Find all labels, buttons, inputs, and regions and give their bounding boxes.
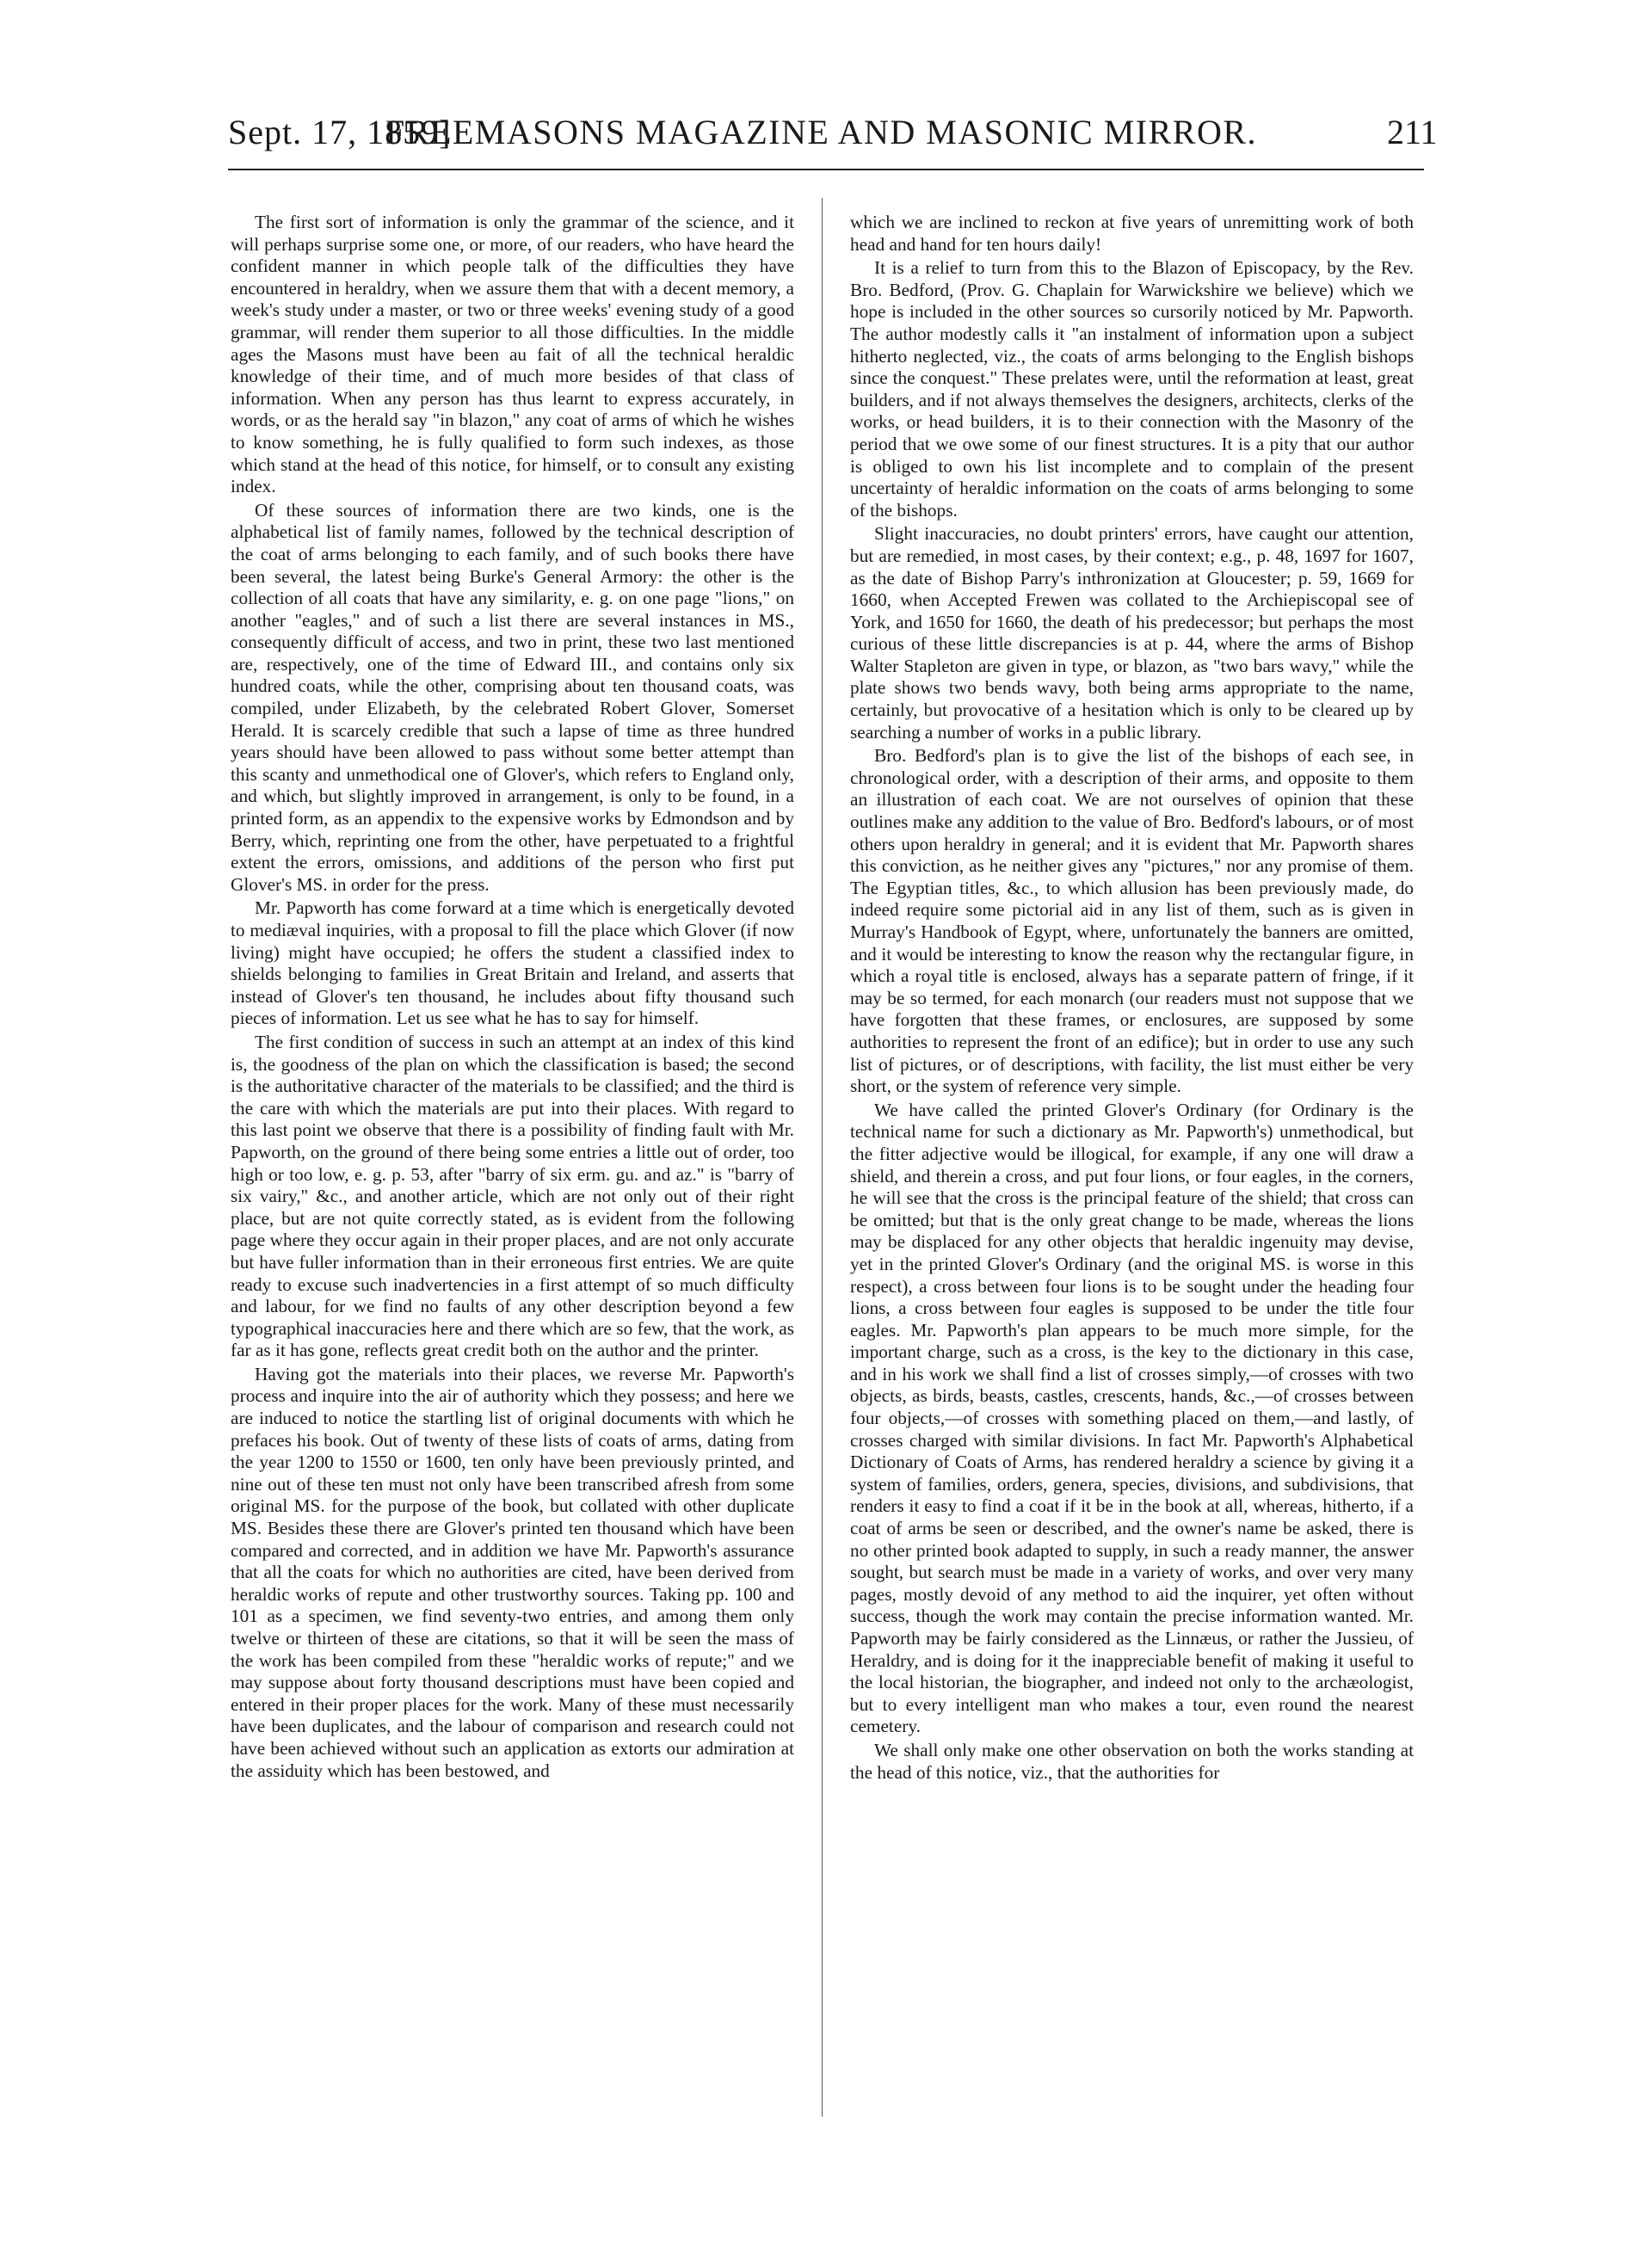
paragraph: It is a relief to turn from this to the Blazon of Episcopacy, by the Rev. Bro. Bedford, (Prov. G. Chaplain for Warwickshire we believe) which we hope is included in the other sources so cursorily noticed by Mr. Papworth. The author modestly calls it "an instalment of information upon a subject hitherto neglected, viz., the coats of arms belonging to the English bishops since the conquest." These prelates were, until the reformation at least, great builders, and if not always themselves the designers, architects, clerks of the works, or head builders, it is to their connection with the Masonry of the period that we owe some of our finest structures. It is a pity that our author is obliged to own his list incomplete and to complain of the present uncertainty of heraldic information on the coats of arms belonging to some of the bishops. <box>850 257 1414 521</box>
left-column <box>231 212 794 2122</box>
issue-date: Sept. 17, 1859] <box>228 113 452 151</box>
paragraph: Bro. Bedford's plan is to give the list of the bishops of each see, in chronological order, with a description of their arms, and opposite to them an illustration of each coat. We are not ourselves of opinion that these outlines make any addition to the value of Bro. Bedford's labours, or of most others upon heraldry in general; and it is evident that Mr. Papworth shares this conviction, as he neither gives any "pictures," nor any promise of them. The Egyptian titles, &c., to which allusion has been previously made, do indeed require some pictorial aid in any list of them, such as is given in Murray's Handbook of Egypt, where, unfortunately the banners are omitted, and it would be interesting to know the reason why the rectangular figure, in which a royal title is enclosed, always has a separate pattern of fringe, if it may be so termed, for each monarch (our readers must not suppose that we have forgotten that these frames, or enclosures, are supposed by some authorities to represent the front of an edifice); but in order to use any such list of pictures, or of descriptions, with facility, the list must either be very short, or the system of reference very simple. <box>850 745 1414 1097</box>
paragraph: We shall only make one other observation on both the works standing at the head of this notice, viz., that the authorities for <box>850 1739 1414 1783</box>
right-column <box>850 212 1414 2122</box>
header-rule <box>228 169 1424 170</box>
paragraph: The first sort of information is only the grammar of the science, and it will perhaps surprise some one, or more, of our readers, who have heard the confident manner in which people talk of the difficulties they have encountered in heraldry, when we assure them that with a decent memory, a week's study under a master, or two or three weeks' evening study of a good grammar, will render them superior to all those difficulties. In the middle ages the Masons must have been au fait of all the technical heraldic knowledge of their time, and of much more besides of that class of information. When any person has thus learnt to express accurately, in words, or as the herald say "in blazon," any coat of arms of which he wishes to know something, he is fully qualified to form such indexes, as those which stand at the head of this notice, for himself, or to consult any existing index. <box>231 212 794 497</box>
paragraph: Having got the materials into their places, we reverse Mr. Papworth's process and inquire into the air of authority which they possess; and here we are induced to notice the startling list of original documents with which he prefaces his book. Out of twenty of these lists of coats of arms, dating from the year 1200 to 1550 or 1600, ten only have been previously printed, and nine out of these ten must not only have been transcribed afresh from some original MS. for the purpose of the book, but collated with other duplicate MS. Besides these there are Glover's printed ten thousand which have been compared and corrected, and in addition we have Mr. Papworth's assurance that all the coats for which no authorities are cited, have been derived from heraldic works of repute and other trustworthy sources. Taking pp. 100 and 101 as a specimen, we find seventy-two entries, and among them only twelve or thirteen of these are citations, so that it will be seen the mass of the work has been compiled from these "heraldic works of repute;" and we may suppose about forty thousand descriptions must have been copied and entered in their proper places for the work. Many of these must necessarily have been duplicates, and the labour of comparison and research could not have been achieved without such an application as extorts our admiration at the assiduity which has been bestowed, and <box>231 1363 794 1781</box>
paragraph: We have called the printed Glover's Ordinary (for Ordinary is the technical name for such a dictionary as Mr. Papworth's) unmethodical, but the fitter adjective would be illogical, for example, if any one will draw a shield, and therein a cross, and put four lions, or four eagles, in the corners, he will see that the cross is the principal feature of the shield; that cross can be omitted; but that is the only great change to be made, whereas the lions may be displaced for any other objects that heraldic ingenuity may devise, yet in the printed Glover's Ordinary (and the original MS. is worse in this respect), a cross between four lions is to be sought under the heading four lions, a cross between four eagles is supposed to be under the title four eagles. Mr. Papworth's plan appears to be much more simple, for the important charge, such as a cross, is the key to the dictionary in this case, and in his work we shall find a list of crosses simply,—of crosses with two objects, as birds, beasts, castles, crescents, hands, &c.,—of crosses between four objects,—of crosses with something placed on them,—and lastly, of crosses charged with similar divisions. In fact Mr. Papworth's Alphabetical Dictionary of Coats of Arms, has rendered heraldry a science by giving it a system of families, orders, genera, species, divisions, and subdivisions, that renders it easy to find a coat if it be in the book at all, whereas, hitherto, if a coat of arms be seen or described, and the owner's name be asked, there is no other printed book adapted to supply, in such a ready manner, the answer sought, but search must be made in a variety of works, and over very many pages, mostly devoid of any method to aid the inquirer, yet often without success, though the work may contain the precise information wanted. Mr. Papworth may be fairly considered as the Linnæus, or rather the Jussieu, of Heraldry, and is doing for it the inappreciable benefit of making it useful to the local historian, the biographer, and indeed not only to the archæologist, but to every intelligent man who makes a tour, even round the nearest cemetery. <box>850 1099 1414 1737</box>
page-number: 211 <box>1387 113 1438 151</box>
paragraph-continued: which we are inclined to reckon at five years of unremitting work of both head and hand for ten hours daily! <box>850 212 1414 255</box>
paragraph: The first condition of success in such an attempt at an index of this kind is, the goodness of the plan on which the classification is based; the second is the authoritative character of the materials to be classified; and the third is the care with which the materials are put into their places. With regard to this last point we observe that there is a possibility of finding fault with Mr. Papworth, on the ground of there being some entries a little out of order, too high or too low, e. g. p. 53, after "barry of six erm. gu. and az." is "barry of six vairy," &c., and another article, which are not only out of their right place, but are not quite correctly stated, as is evident from the following page where they occur again in their proper places, and are not only accurate but have fuller information than in their erroneous first entries. We are quite ready to excuse such inadvertencies in a first attempt of so much difficulty and labour, for we find no faults of any other description beyond a few typographical inaccuracies here and there which are so few, that the work, as far as it has gone, reflects great credit both on the author and the printer. <box>231 1031 794 1361</box>
paragraph: Mr. Papworth has come forward at a time which is energetically devoted to mediæval inquiries, with a proposal to fill the place which Glover (if now living) might have occupied; he offers the student a classified index to shields belonging to families in Great Britain and Ireland, and asserts that instead of Glover's ten thousand, he includes about fifty thousand such pieces of information. Let us see what he has to say for himself. <box>231 897 794 1029</box>
paragraph: Slight inaccuracies, no doubt printers' errors, have caught our attention, but are remedied, in most cases, by their context; e.g., p. 48, 1697 for 1607, as the date of Bishop Parry's inthronization at Gloucester; p. 59, 1669 for 1660, when Accepted Frewen was collated to the Archiepiscopal see of York, and 1650 for 1660, the death of his predecessor; but perhaps the most curious of these little discrepancies is at p. 44, where the arms of Bishop Walter Stapleton are given in type, or blazon, as "two bars wavy," while the plate shows two bends wavy, both being arms appropriate to the name, certainly, but provocative of a hesitation which is only to be cleared up by searching a number of works in a public library. <box>850 523 1414 743</box>
page-header <box>0 112 1652 172</box>
magazine-title: FREEMASONS MAGAZINE AND MASONIC MIRROR. <box>385 113 1258 151</box>
paragraph: Of these sources of information there are two kinds, one is the alphabetical list of family names, followed by the technical description of the coat of arms belonging to each family, and of such books there have been several, the latest being Burke's General Armory: the other is the collection of all coats that have any similarity, e. g. on one page "lions," on another "eagles," and of such a list there are several instances in MS., consequently difficult of access, and two in print, these two last mentioned are, respectively, one of the time of Edward III., and contains only six hundred coats, while the other, comprising about ten thousand coats, was compiled, under Elizabeth, by the celebrated Robert Glover, Somerset Herald. It is scarcely credible that such a lapse of time as three hundred years should have been allowed to pass without some better attempt than this scanty and unmethodical one of Glover's, which refers to England only, and which, but slightly improved in arrangement, is only to be found, in a printed form, as an appendix to the expensive works by Edmondson and by Berry, which, reprinting one from the other, have perpetuated to a frightful extent the errors, omissions, and additions of the person who first put Glover's MS. in order for the press. <box>231 499 794 895</box>
column-divider <box>822 198 823 2117</box>
